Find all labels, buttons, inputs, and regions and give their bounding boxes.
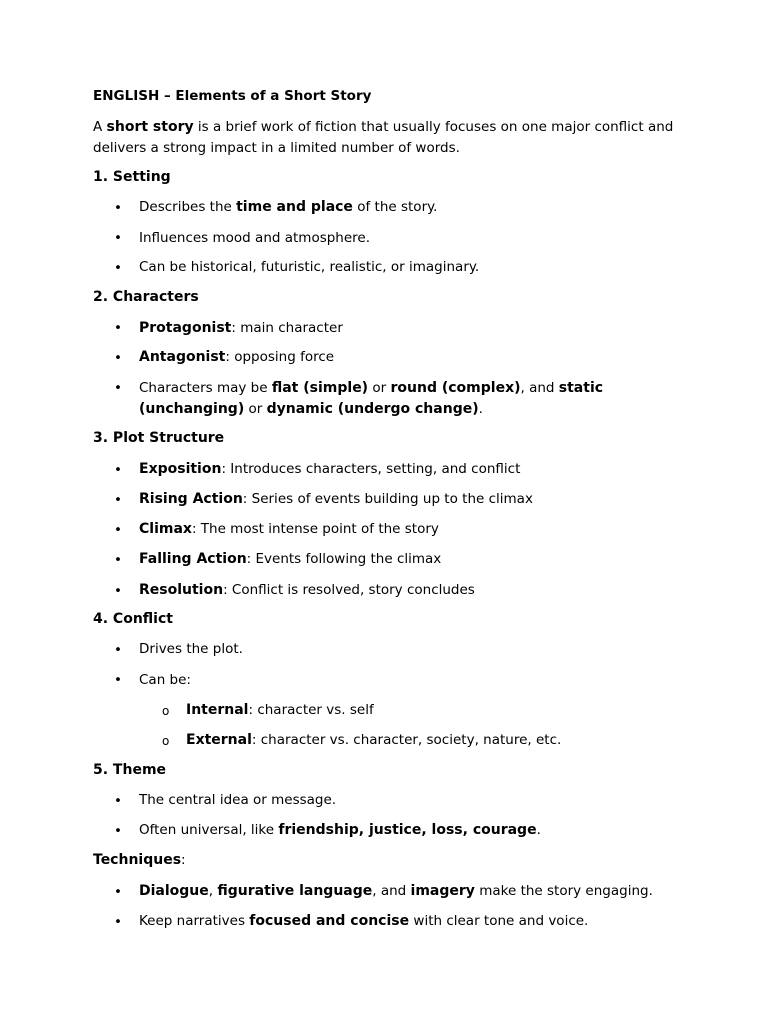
sub-bullet: o	[162, 734, 170, 748]
text: or	[368, 380, 391, 396]
text: : Conflict is resolved, story concludes	[223, 582, 475, 598]
bullet: •	[114, 462, 122, 478]
text: , and	[372, 883, 411, 899]
plot-item	[139, 459, 699, 480]
plot-item	[139, 580, 699, 601]
theme-item-1: The central idea or message.	[139, 792, 337, 808]
text: : Events following the climax	[246, 551, 442, 567]
sub-bullet: o	[162, 704, 170, 718]
term: Protagonist	[139, 320, 232, 336]
bullet: •	[114, 230, 122, 246]
bullet: •	[114, 583, 122, 599]
setting-item-1	[139, 197, 699, 218]
bullet: •	[114, 823, 122, 839]
term: static (unchanging)	[139, 380, 604, 417]
bullet: •	[114, 672, 122, 688]
conflict-item-2: Can be:	[139, 672, 191, 688]
bullet: •	[114, 914, 122, 930]
characters-item-3	[139, 378, 659, 420]
characters-item-1	[139, 318, 699, 339]
text: : Series of events building up to the climax	[242, 491, 533, 507]
text: Often universal, like	[139, 822, 279, 838]
text: :	[181, 852, 186, 868]
text: Keep narratives	[139, 913, 250, 929]
setting-item-2: Influences mood and atmosphere.	[139, 230, 371, 246]
term: Dialogue	[139, 883, 209, 899]
intro-text-rest: is a brief work of fiction that usually focuses on one major conflict and delivers a strong impact in a limited number of words.	[93, 119, 674, 156]
term: Internal	[186, 702, 249, 718]
term: Falling Action	[139, 551, 247, 567]
text: of the story.	[352, 199, 438, 215]
characters-heading: 2. Characters	[93, 289, 199, 305]
term: friendship, justice, loss, courage	[278, 822, 537, 838]
text: make the story engaging.	[474, 883, 653, 899]
text: : opposing force	[225, 349, 335, 365]
bullet: •	[114, 522, 122, 538]
text: ,	[208, 883, 218, 899]
term: time and place	[236, 199, 353, 215]
term: imagery	[410, 883, 475, 899]
text: : character vs. self	[248, 702, 374, 718]
techniques-item-2	[139, 911, 699, 932]
text: Characters may be	[139, 380, 272, 396]
setting-item-3: Can be historical, futuristic, realistic, or imaginary.	[139, 259, 480, 275]
term: Climax	[139, 521, 192, 537]
theme-heading: 5. Theme	[93, 762, 167, 778]
text: or	[244, 401, 267, 417]
techniques-heading	[93, 850, 186, 870]
term: dynamic (undergo change)	[266, 401, 479, 417]
text: .	[478, 401, 483, 417]
conflict-sub-item	[186, 730, 561, 750]
bullet: •	[114, 642, 122, 658]
bullet: •	[114, 793, 122, 809]
term: round (complex)	[390, 380, 521, 396]
text: : Introduces characters, setting, and conflict	[221, 461, 521, 477]
document-title: ENGLISH – Elements of a Short Story	[93, 88, 372, 104]
text: .	[536, 822, 541, 838]
bullet: •	[114, 200, 122, 216]
term: External	[186, 732, 252, 748]
plot-item	[139, 549, 699, 570]
intro-term: short story	[106, 119, 194, 135]
bullet: •	[114, 552, 122, 568]
term: Exposition	[139, 461, 222, 477]
plot-heading: 3. Plot Structure	[93, 430, 225, 446]
bullet: •	[114, 260, 122, 276]
intro-paragraph	[93, 117, 683, 159]
bullet: •	[114, 492, 122, 508]
text: , and	[520, 380, 559, 396]
conflict-heading: 4. Conflict	[93, 611, 173, 627]
heading-term: Techniques	[93, 852, 182, 868]
term: focused and concise	[249, 913, 410, 929]
term: flat (simple)	[271, 380, 369, 396]
bullet: •	[114, 884, 122, 900]
theme-item-2	[139, 820, 699, 841]
term: figurative language	[217, 883, 373, 899]
plot-item	[139, 489, 699, 510]
techniques-item-1	[139, 881, 699, 902]
bullet: •	[114, 380, 122, 396]
characters-item-2	[139, 347, 699, 368]
term: Rising Action	[139, 491, 243, 507]
bullet: •	[114, 320, 122, 336]
intro-text: A	[93, 119, 107, 135]
term: Resolution	[139, 582, 224, 598]
conflict-sub-item	[186, 700, 374, 720]
text: : The most intense point of the story	[191, 521, 439, 537]
bullet: •	[114, 350, 122, 366]
conflict-item-1: Drives the plot.	[139, 641, 243, 657]
text: : main character	[231, 320, 343, 336]
text: with clear tone and voice.	[409, 913, 589, 929]
setting-heading: 1. Setting	[93, 169, 171, 185]
plot-item	[139, 519, 699, 540]
term: Antagonist	[139, 349, 226, 365]
text: Describes the	[139, 199, 237, 215]
text: : character vs. character, society, nature, etc.	[251, 732, 562, 748]
